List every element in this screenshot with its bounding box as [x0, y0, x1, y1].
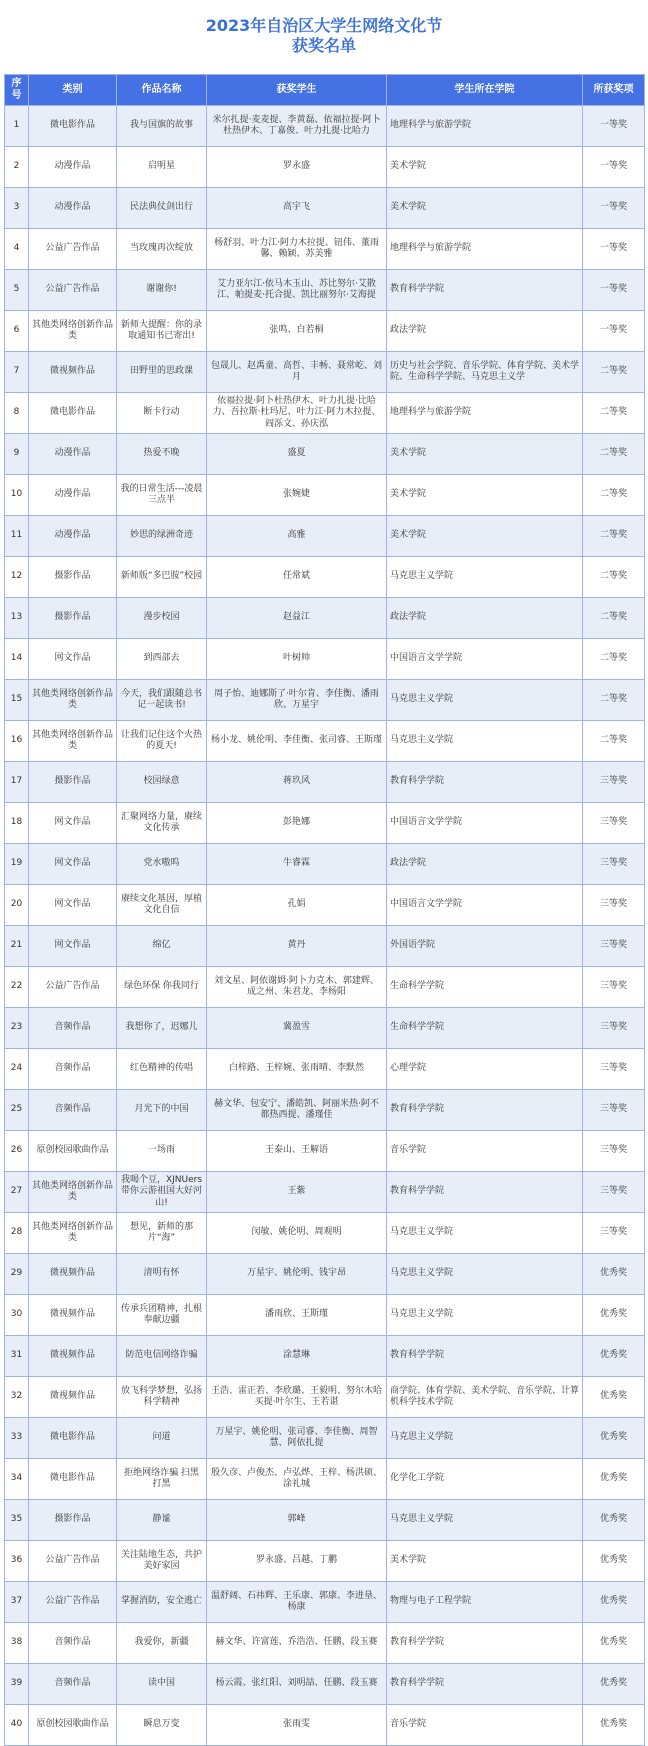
cell-college: 马克思主义学院: [387, 1213, 583, 1254]
table-row: [5, 1500, 645, 1541]
cell-students: 万星宇、姚伦明、张司睿、李佳衡、周智慧、阿依扎提: [207, 1418, 387, 1459]
cell-work: 热爱不晚: [117, 434, 207, 475]
cell-award: 优秀奖: [583, 1623, 645, 1664]
cell-college: 中国语言文学学院: [387, 885, 583, 926]
cell-category: 动漫作品: [29, 188, 117, 229]
table-row: [5, 516, 645, 557]
table-row: [5, 475, 645, 516]
cell-index: 24: [5, 1049, 29, 1090]
cell-work: 新师版“多巴胺”校园: [117, 557, 207, 598]
cell-work: 绿色环保 你我同行: [117, 967, 207, 1008]
cell-work: 校园绿意: [117, 762, 207, 803]
cell-index: 18: [5, 803, 29, 844]
cell-college: 教育科学学院: [387, 1090, 583, 1131]
cell-college: 美术学院: [387, 1541, 583, 1582]
cell-award: 优秀奖: [583, 1664, 645, 1705]
cell-category: 微电影作品: [29, 1418, 117, 1459]
table-row: [5, 106, 645, 147]
cell-work: 到西部去: [117, 639, 207, 680]
cell-index: 10: [5, 475, 29, 516]
cell-college: 教育科学学院: [387, 1172, 583, 1213]
cell-category: 音频作品: [29, 1049, 117, 1090]
cell-award: 三等奖: [583, 762, 645, 803]
cell-award: 二等奖: [583, 475, 645, 516]
cell-students: 黄丹: [207, 926, 387, 967]
cell-index: 22: [5, 967, 29, 1008]
cell-college: 商学院、体育学院、美术学院、音乐学院、计算机科学技术学院: [387, 1377, 583, 1418]
cell-students: 蒋玖风: [207, 762, 387, 803]
table-row: [5, 762, 645, 803]
cell-award: 三等奖: [583, 1008, 645, 1049]
cell-index: 12: [5, 557, 29, 598]
cell-category: 音频作品: [29, 1664, 117, 1705]
cell-index: 17: [5, 762, 29, 803]
cell-students: 殷久彦、卢俊杰、卢弘烨、王梓、杨洪硕、涂礼城: [207, 1459, 387, 1500]
cell-award: 二等奖: [583, 557, 645, 598]
cell-college: 中国语言文学学院: [387, 639, 583, 680]
table-row: [5, 1582, 645, 1623]
cell-students: 郭峰: [207, 1500, 387, 1541]
cell-category: 微视频作品: [29, 1295, 117, 1336]
cell-work: 当玫瑰再次绽放: [117, 229, 207, 270]
cell-index: 33: [5, 1418, 29, 1459]
cell-work: 放飞科学梦想，弘扬科学精神: [117, 1377, 207, 1418]
table-row: [5, 188, 645, 229]
cell-college: 教育科学学院: [387, 1336, 583, 1377]
cell-students: 赫文华、许富莲、乔浩浩、任鹏、段玉赛: [207, 1623, 387, 1664]
cell-category: 微电影作品: [29, 393, 117, 434]
cell-students: 盛夏: [207, 434, 387, 475]
cell-index: 8: [5, 393, 29, 434]
cell-award: 三等奖: [583, 844, 645, 885]
cell-award: 三等奖: [583, 1213, 645, 1254]
cell-index: 39: [5, 1664, 29, 1705]
table-row: [5, 352, 645, 393]
cell-college: 美术学院: [387, 434, 583, 475]
cell-students: 温舒阔、石祎辉、王乐康、郭康、李进垦、杨康: [207, 1582, 387, 1623]
cell-college: 政法学院: [387, 311, 583, 352]
cell-index: 34: [5, 1459, 29, 1500]
cell-category: 其他类网络创新作品类: [29, 1213, 117, 1254]
table-row: [5, 721, 645, 762]
cell-students: 牛睿霖: [207, 844, 387, 885]
cell-award: 三等奖: [583, 803, 645, 844]
cell-category: 动漫作品: [29, 434, 117, 475]
cell-category: 网文作品: [29, 803, 117, 844]
cell-category: 公益广告作品: [29, 1582, 117, 1623]
cell-category: 音频作品: [29, 1090, 117, 1131]
cell-category: 原创校园歌曲作品: [29, 1705, 117, 1746]
cell-students: 王紫: [207, 1172, 387, 1213]
cell-work: 我爱你，新疆: [117, 1623, 207, 1664]
table-row: [5, 1459, 645, 1500]
cell-category: 微电影作品: [29, 106, 117, 147]
cell-students: 王浩、雷正若、李欣璐、王毅明、努尔木哈买提·叶尔生、王若谌: [207, 1377, 387, 1418]
cell-college: 美术学院: [387, 516, 583, 557]
cell-college: 美术学院: [387, 475, 583, 516]
cell-college: 马克思主义学院: [387, 680, 583, 721]
cell-students: 罗永盛: [207, 147, 387, 188]
cell-index: 15: [5, 680, 29, 721]
cell-index: 3: [5, 188, 29, 229]
cell-award: 优秀奖: [583, 1541, 645, 1582]
cell-work: 新师大提醒：你的录取通知书已寄出!: [117, 311, 207, 352]
cell-college: 心理学院: [387, 1049, 583, 1090]
cell-index: 40: [5, 1705, 29, 1746]
cell-work: 红色精神的传唱: [117, 1049, 207, 1090]
cell-category: 其他类网络创新作品类: [29, 721, 117, 762]
cell-category: 摄影作品: [29, 598, 117, 639]
cell-index: 1: [5, 106, 29, 147]
cell-award: 优秀奖: [583, 1377, 645, 1418]
cell-work: 想见，新师的那片“海”: [117, 1213, 207, 1254]
column-header-students: 获奖学生: [207, 75, 387, 106]
cell-college: 马克思主义学院: [387, 557, 583, 598]
cell-award: 二等奖: [583, 352, 645, 393]
cell-category: 摄影作品: [29, 1500, 117, 1541]
cell-award: 优秀奖: [583, 1336, 645, 1377]
cell-college: 地理科学与旅游学院: [387, 393, 583, 434]
cell-students: 周子怡、迪娜斯了·叶尔肯、李佳衡、潘雨欣、万星宇: [207, 680, 387, 721]
cell-index: 9: [5, 434, 29, 475]
cell-category: 公益广告作品: [29, 967, 117, 1008]
cell-work: 我想你了，迟娜儿: [117, 1008, 207, 1049]
cell-award: 二等奖: [583, 434, 645, 475]
cell-award: 优秀奖: [583, 1705, 645, 1746]
page-subtitle: 获奖名单: [291, 36, 356, 55]
table-row: [5, 1541, 645, 1582]
cell-students: 艾力亚尔江·依马木玉山、苏比努尔·艾散江、帕提麦·托合提、凯比丽努尔·艾海提: [207, 270, 387, 311]
cell-work: 问道: [117, 1418, 207, 1459]
cell-award: 优秀奖: [583, 1459, 645, 1500]
cell-college: 生命科学学院: [387, 1008, 583, 1049]
cell-college: 历史与社会学院、音乐学院、体育学院、美术学院、生命科学学院、马克思主义学: [387, 352, 583, 393]
cell-category: 微视频作品: [29, 352, 117, 393]
cell-work: 拒绝网络诈骗 扫黑打黑: [117, 1459, 207, 1500]
table-row: [5, 434, 645, 475]
cell-work: 今天，我们跟随总书记一起读书!: [117, 680, 207, 721]
cell-award: 三等奖: [583, 1049, 645, 1090]
cell-college: 化学化工学院: [387, 1459, 583, 1500]
cell-work: 读中国: [117, 1664, 207, 1705]
cell-college: 地理科学与旅游学院: [387, 106, 583, 147]
table-row: [5, 147, 645, 188]
table-row: [5, 598, 645, 639]
table-header-row: [5, 75, 645, 106]
cell-work: 清明有怀: [117, 1254, 207, 1295]
cell-index: 38: [5, 1623, 29, 1664]
cell-students: 万星宇、姚伦明、钱宇昂: [207, 1254, 387, 1295]
cell-category: 微视频作品: [29, 1336, 117, 1377]
table-row: [5, 1213, 645, 1254]
cell-students: 张婉婕: [207, 475, 387, 516]
cell-work: 我喝个豆，XJNUers带你云游祖国大好河山!: [117, 1172, 207, 1213]
table-row: [5, 1377, 645, 1418]
cell-college: 美术学院: [387, 147, 583, 188]
cell-award: 三等奖: [583, 885, 645, 926]
cell-award: 优秀奖: [583, 1254, 645, 1295]
cell-category: 公益广告作品: [29, 229, 117, 270]
cell-award: 一等奖: [583, 147, 645, 188]
cell-college: 教育科学学院: [387, 1623, 583, 1664]
cell-work: 月光下的中国: [117, 1090, 207, 1131]
cell-category: 其他类网络创新作品类: [29, 1172, 117, 1213]
cell-students: 潘雨欣、王斯瑾: [207, 1295, 387, 1336]
cell-index: 19: [5, 844, 29, 885]
cell-award: 三等奖: [583, 926, 645, 967]
cell-category: 音频作品: [29, 1623, 117, 1664]
cell-index: 29: [5, 1254, 29, 1295]
cell-index: 14: [5, 639, 29, 680]
table-row: [5, 557, 645, 598]
cell-college: 外国语学院: [387, 926, 583, 967]
cell-award: 二等奖: [583, 516, 645, 557]
cell-students: 杨小龙、姚伦明、李佳衡、张司睿、王斯瑾: [207, 721, 387, 762]
cell-index: 28: [5, 1213, 29, 1254]
table-row: [5, 967, 645, 1008]
column-header-category: 类别: [29, 75, 117, 106]
cell-index: 26: [5, 1131, 29, 1172]
cell-college: 教育科学学院: [387, 1664, 583, 1705]
table-row: [5, 1172, 645, 1213]
cell-college: 马克思主义学院: [387, 721, 583, 762]
cell-index: 31: [5, 1336, 29, 1377]
cell-work: 防范电信网络诈骗: [117, 1336, 207, 1377]
cell-students: 米尔扎提·麦麦提、李黄磊、依福拉提·阿卜杜热伊木、丁嘉俊、叶力扎提·比哈力: [207, 106, 387, 147]
column-header-index: 序号: [5, 75, 29, 106]
cell-award: 三等奖: [583, 967, 645, 1008]
cell-work: 传承兵团精神，扎根奉献边疆: [117, 1295, 207, 1336]
cell-students: 张鸣、白若桐: [207, 311, 387, 352]
cell-college: 马克思主义学院: [387, 1254, 583, 1295]
cell-students: 杨舒羽、叶力江·阿力木拉提、钮伟、董雨馨、赖颖、苏美雅: [207, 229, 387, 270]
cell-category: 摄影作品: [29, 762, 117, 803]
cell-work: 漫步校园: [117, 598, 207, 639]
cell-college: 马克思主义学院: [387, 1500, 583, 1541]
cell-work: 赓续文化基因，厚植文化自信: [117, 885, 207, 926]
cell-college: 地理科学与旅游学院: [387, 229, 583, 270]
table-row: [5, 1295, 645, 1336]
cell-award: 三等奖: [583, 1172, 645, 1213]
table-row: [5, 1049, 645, 1090]
table-row: [5, 393, 645, 434]
cell-college: 音乐学院: [387, 1705, 583, 1746]
table-row: [5, 311, 645, 352]
cell-index: 5: [5, 270, 29, 311]
cell-work: 绵亿: [117, 926, 207, 967]
cell-award: 二等奖: [583, 721, 645, 762]
cell-award: 一等奖: [583, 270, 645, 311]
cell-work: 静谧: [117, 1500, 207, 1541]
cell-award: 一等奖: [583, 106, 645, 147]
cell-work: 党水嗷呜: [117, 844, 207, 885]
cell-index: 2: [5, 147, 29, 188]
table-row: [5, 1623, 645, 1664]
cell-category: 网文作品: [29, 926, 117, 967]
cell-students: 王泰山、王解语: [207, 1131, 387, 1172]
cell-award: 优秀奖: [583, 1295, 645, 1336]
cell-index: 27: [5, 1172, 29, 1213]
cell-category: 微电影作品: [29, 1459, 117, 1500]
table-row: [5, 1664, 645, 1705]
cell-award: 优秀奖: [583, 1418, 645, 1459]
cell-college: 政法学院: [387, 598, 583, 639]
cell-category: 其他类网络创新作品类: [29, 311, 117, 352]
cell-index: 32: [5, 1377, 29, 1418]
cell-students: 冀盈雪: [207, 1008, 387, 1049]
cell-award: 二等奖: [583, 393, 645, 434]
cell-award: 一等奖: [583, 311, 645, 352]
table-row: [5, 1090, 645, 1131]
cell-award: 二等奖: [583, 598, 645, 639]
cell-students: 白梓路、王梓婉、张雨晴、李默然: [207, 1049, 387, 1090]
cell-index: 16: [5, 721, 29, 762]
cell-index: 20: [5, 885, 29, 926]
cell-category: 公益广告作品: [29, 1541, 117, 1582]
cell-work: 让我们记住这个火热的夏天!: [117, 721, 207, 762]
cell-students: 高雅: [207, 516, 387, 557]
cell-category: 公益广告作品: [29, 270, 117, 311]
table-row: [5, 1336, 645, 1377]
cell-category: 网文作品: [29, 639, 117, 680]
cell-category: 其他类网络创新作品类: [29, 680, 117, 721]
cell-college: 教育科学学院: [387, 762, 583, 803]
table-body: [5, 106, 645, 1746]
table-row: [5, 680, 645, 721]
cell-category: 动漫作品: [29, 475, 117, 516]
cell-category: 网文作品: [29, 844, 117, 885]
cell-college: 马克思主义学院: [387, 1295, 583, 1336]
cell-work: 谢谢你!: [117, 270, 207, 311]
cell-college: 教育科学学院: [387, 270, 583, 311]
table-row: [5, 1418, 645, 1459]
page-title: 2023年自治区大学生网络文化节: [205, 16, 443, 35]
cell-work: 一场雨: [117, 1131, 207, 1172]
cell-work: 田野里的思政课: [117, 352, 207, 393]
cell-college: 音乐学院: [387, 1131, 583, 1172]
cell-work: 妙思的绿洲奇迹: [117, 516, 207, 557]
cell-work: 启明星: [117, 147, 207, 188]
cell-work: 断卡行动: [117, 393, 207, 434]
column-header-work: 作品名称: [117, 75, 207, 106]
cell-award: 三等奖: [583, 1090, 645, 1131]
cell-award: 三等奖: [583, 1131, 645, 1172]
table-row: [5, 270, 645, 311]
cell-students: 张雨雯: [207, 1705, 387, 1746]
cell-category: 音频作品: [29, 1008, 117, 1049]
cell-category: 原创校园歌曲作品: [29, 1131, 117, 1172]
cell-index: 13: [5, 598, 29, 639]
cell-category: 动漫作品: [29, 147, 117, 188]
table-row: [5, 639, 645, 680]
table-row: [5, 926, 645, 967]
cell-work: 民法典仗剑出行: [117, 188, 207, 229]
cell-work: 掌握消防，安全逃亡: [117, 1582, 207, 1623]
cell-work: 瞬息万变: [117, 1705, 207, 1746]
cell-award: 优秀奖: [583, 1582, 645, 1623]
cell-category: 动漫作品: [29, 516, 117, 557]
cell-students: 赵益江: [207, 598, 387, 639]
cell-category: 微视频作品: [29, 1377, 117, 1418]
table-row: [5, 803, 645, 844]
table-row: [5, 1254, 645, 1295]
cell-students: 彭艳娜: [207, 803, 387, 844]
cell-index: 4: [5, 229, 29, 270]
cell-index: 6: [5, 311, 29, 352]
table-row: [5, 844, 645, 885]
cell-award: 一等奖: [583, 188, 645, 229]
column-header-award: 所获奖项: [583, 75, 645, 106]
cell-index: 37: [5, 1582, 29, 1623]
cell-college: 物理与电子工程学院: [387, 1582, 583, 1623]
cell-college: 美术学院: [387, 188, 583, 229]
cell-students: 叶树帅: [207, 639, 387, 680]
cell-category: 微视频作品: [29, 1254, 117, 1295]
cell-college: 政法学院: [387, 844, 583, 885]
cell-students: 涂慧琳: [207, 1336, 387, 1377]
cell-students: 赫文华、包安宁、潘皓凯、阿丽米热·阿不都热西提、潘瑾佳: [207, 1090, 387, 1131]
awards-table: [4, 74, 645, 1746]
column-header-college: 学生所在学院: [387, 75, 583, 106]
cell-award: 二等奖: [583, 680, 645, 721]
cell-index: 36: [5, 1541, 29, 1582]
cell-work: 我的日常生活---凌晨三点半: [117, 475, 207, 516]
cell-college: 马克思主义学院: [387, 1418, 583, 1459]
cell-category: 摄影作品: [29, 557, 117, 598]
page-header: [0, 0, 648, 74]
cell-index: 7: [5, 352, 29, 393]
cell-students: 罗永盛、吕越、丁鹏: [207, 1541, 387, 1582]
table-row: [5, 885, 645, 926]
table-row: [5, 229, 645, 270]
cell-work: 关注陆地生态，共护美好家园: [117, 1541, 207, 1582]
cell-index: 21: [5, 926, 29, 967]
cell-college: 生命科学学院: [387, 967, 583, 1008]
table-row: [5, 1008, 645, 1049]
cell-work: 我与国旗的故事: [117, 106, 207, 147]
cell-index: 25: [5, 1090, 29, 1131]
cell-index: 11: [5, 516, 29, 557]
cell-index: 23: [5, 1008, 29, 1049]
cell-index: 35: [5, 1500, 29, 1541]
cell-students: 任常斌: [207, 557, 387, 598]
cell-award: 一等奖: [583, 229, 645, 270]
table-row: [5, 1131, 645, 1172]
cell-college: 中国语言文学学院: [387, 803, 583, 844]
cell-category: 网文作品: [29, 885, 117, 926]
cell-students: 杨云霞、张红阳、刘明喆、任鹏、段玉赛: [207, 1664, 387, 1705]
cell-students: 刘文星、阿依谢姆·阿卜力克木、郭建辉、成之州、朱君龙、李杨阳: [207, 967, 387, 1008]
cell-students: 包晟儿、赵禹童、高哲、丰畅、聂常屹、刘月: [207, 352, 387, 393]
table-row: [5, 1705, 645, 1746]
cell-award: 二等奖: [583, 639, 645, 680]
cell-students: 高宇飞: [207, 188, 387, 229]
cell-students: 孔娟: [207, 885, 387, 926]
cell-index: 30: [5, 1295, 29, 1336]
cell-work: 汇聚网络力量，赓续文化传承: [117, 803, 207, 844]
cell-students: 依福拉提·阿卜杜热伊木、叶力扎提·比哈力、吾拉斯·杜玛尼、叶力江·阿力木拉提、阎泺文、孙庆泓: [207, 393, 387, 434]
cell-students: 闵敏、姚伦明、周观明: [207, 1213, 387, 1254]
cell-award: 优秀奖: [583, 1500, 645, 1541]
